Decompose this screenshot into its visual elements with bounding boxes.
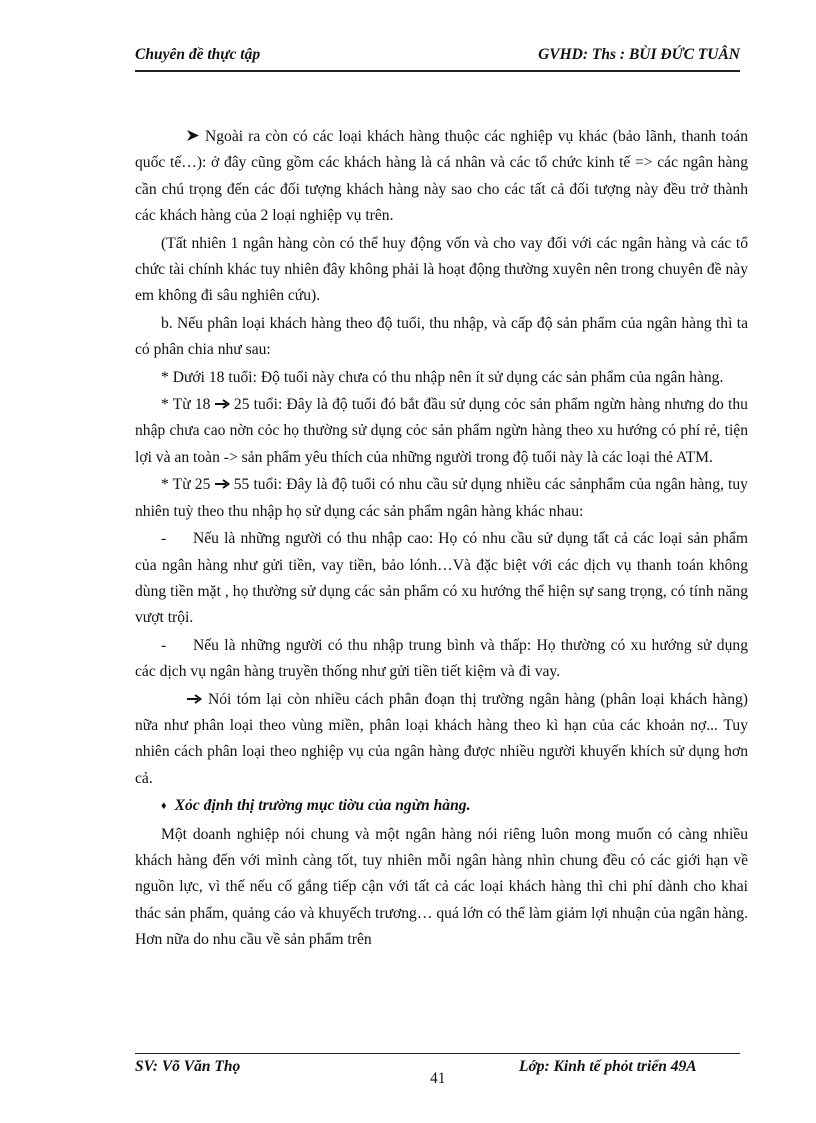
paragraph-18-25 [135,392,748,471]
paragraph-25-55 [135,472,748,525]
list-item-low-income [135,633,748,686]
paragraph-text-rest: 25 tuổi: Đây là độ tuổi đó bắt đầu sử dụng cỏc sản phẩm ngừn hàng nhưng do thu nhập chưa cao nờn cỏc họ thường sử dụng cỏc sản phẩm ngừn hàng theo xu hướng có phí rẻ, tiện lợi và an toàn -> sản phẩm yêu thích của những người trong độ tuổi này là các loại thẻ ATM. [135,396,748,466]
paragraph-other-customers [135,124,748,230]
right-arrow-icon [161,687,202,713]
diamond-bullet-icon: ♦ [161,800,167,813]
paragraph-summary [135,687,748,793]
paragraph-text-start: * Từ 18 [161,396,211,414]
page-header [135,44,740,72]
header-advisor: GVHD: Ths : BÙI ĐỨC TUÂN [538,46,740,63]
page-body [135,124,748,955]
header-title: Chuyên đề thực tập [135,46,261,63]
list-item-high-income [135,526,748,632]
right-arrow-icon [215,476,230,493]
page-number: 41 [430,1070,446,1087]
section-heading [135,793,748,820]
paragraph-classification: b. Nếu phân loại khách hàng theo độ tuổi, thu nhập, và cấp độ sản phẩm của ngân hàng thì ta có phân chia như sau: [135,314,748,359]
paragraph-under-18: * Dưới 18 tuổi: Độ tuổi này chưa có thu nhập nên ít sử dụng các sản phẩm của ngân hàng. [161,368,724,386]
section-heading-text: Xỏc định thị trường mục tiờu của ngừn hàng. [174,797,471,815]
dash-marker: - [161,530,167,548]
dash-marker: - [161,636,167,654]
paragraph-text: Nói tóm lại còn nhiều cách phân đoạn thị trường ngân hàng (phân loại khách hàng) nữa như phân loại theo vùng miền, phân loại khách hàng theo kì hạn của các khoản nợ... Tuy nhiên cách phân loại theo nghiệp vụ của ngân hàng được nhiều người khuyến khích sử dụng hơn cả. [135,690,748,787]
footer-student: SV: Võ Văn Thọ [135,1058,241,1075]
list-item-text: Nếu là những người có thu nhập trung bình và thấp: Họ thường có xu hướng sử dụng các dịch vụ ngân hàng truyền thống như gửi tiền tiết kiệm và đi vay. [135,636,748,681]
list-item-text: Nếu là những người có thu nhập cao: Họ có nhu cầu sử dụng tất cả các loại sản phẩm của ngân hàng như gửi tiền, vay tiền, bảo lónh…Và đặc biệt với các dịch vụ thanh toán không dùng tiền mặt , họ thường sử dụng các sản phẩm có xu hướng thể hiện sự sang trọng, có tính năng vượt trội. [135,530,748,627]
footer-class: Lớp: Kinh tế phỏt triển 49A [519,1058,697,1075]
page-footer [135,1053,740,1094]
right-arrow-icon [215,396,230,413]
paragraph-text: Ngoài ra còn có các loại khách hàng thuộc các nghiệp vụ khác (bảo lãnh, thanh toán quốc tế…): ở đây cũng gồm các khách hàng là cá nhân và các tổ chức kinh tế => các ngân hàng cần chú trọng đến các đối tượng khách hàng này sao cho các tất cả đối tượng này đều trở thành các khách hàng của 2 loại nghiệp vụ trên. [135,128,748,225]
paragraph-note: (Tất nhiên 1 ngân hàng còn có thể huy động vốn và cho vay đối với các ngân hàng và các tổ chức tài chính khác tuy nhiên đây không phải là hoạt động thường xuyên nên trong chuyên đề này em không đi sâu nghiên cứu). [135,234,748,305]
arrowhead-bullet-icon [161,124,199,150]
paragraph-target-market: Một doanh nghiệp nói chung và một ngân hàng nói riêng luôn mong muốn có càng nhiều khách hàng đến với mình càng tốt, tuy nhiên mỗi ngân hàng nhìn chung đều có các giới hạn về nguồn lực, vì thế nếu cố gắng tiếp cận với tất cả các loại khách hàng thì chi phí dành cho khai thác sản phẩm, quảng cáo và khuyếch trương… quá lớn có thể làm giảm lợi nhuận của ngân hàng. Hơn nữa do nhu cầu về sản phẩm trên [135,825,748,949]
paragraph-text-start: * Từ 25 [161,476,211,494]
paragraph-text-rest: 55 tuổi: Đây là độ tuổi có nhu cầu sử dụng nhiều các sảnphẩm của ngân hàng, tuy nhiên tuỳ theo thu nhập họ sử dụng các sản phẩm ngân hàng khác nhau: [135,476,748,520]
